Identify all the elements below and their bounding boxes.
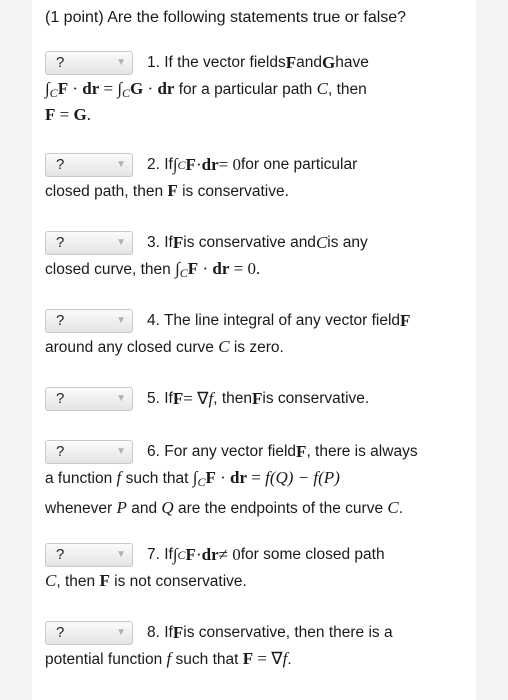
statement-text: ? <box>56 234 65 251</box>
statement-text: F <box>45 105 56 124</box>
statement-text: F <box>99 571 110 590</box>
statement-text: 5. If <box>147 390 173 407</box>
statement-text: 4. The line integral of any vector field <box>147 312 401 329</box>
statement-text: F <box>57 79 69 98</box>
statement-text: ? <box>56 54 65 71</box>
statement-text: such that <box>121 470 193 487</box>
statement-text: , then <box>327 81 367 98</box>
statement-text: around any closed curve <box>45 339 219 356</box>
statement-6 <box>45 439 465 522</box>
statement-text: 7. If <box>147 546 173 563</box>
statement-text: C <box>49 86 58 100</box>
statement-text: F <box>205 468 216 487</box>
chevron-down-icon: ▼ <box>116 549 126 560</box>
statement-text: C <box>45 571 57 590</box>
statement-text: F <box>251 389 263 408</box>
statement-text: = 0. <box>229 259 261 278</box>
statement-text: = <box>247 468 266 487</box>
statement-text: F <box>172 389 184 408</box>
statement-text: = ∇ <box>183 389 209 408</box>
statement-text: C <box>177 548 186 562</box>
statement-text: is conservative and <box>183 234 316 251</box>
statement-text: G <box>73 105 87 124</box>
statement-text: is conservative. <box>262 390 370 407</box>
answer-select-5[interactable] <box>45 387 133 411</box>
answer-select-8[interactable] <box>45 621 133 645</box>
statement-text: ≠ 0 <box>218 545 241 564</box>
statement-text: · <box>68 79 83 98</box>
statement-text: f <box>208 389 214 408</box>
statement-text: C <box>177 158 186 172</box>
statement-text: P <box>116 498 127 517</box>
statement-text: F <box>172 623 184 642</box>
statement-text: F <box>187 259 199 278</box>
statement-text: is conservative, then there is a <box>183 624 393 641</box>
statement-text: G <box>321 53 336 72</box>
chevron-down-icon: ▼ <box>116 446 126 457</box>
statement-text: F <box>242 649 254 668</box>
statement-text: dr <box>201 155 219 174</box>
statement-text: F <box>167 181 178 200</box>
statement-text: for some closed path <box>240 546 385 563</box>
statement-text: . <box>287 651 292 668</box>
statement-5 <box>45 386 465 412</box>
statement-text: . <box>86 105 91 124</box>
statement-text: C <box>387 498 399 517</box>
statement-text: potential function <box>45 651 167 668</box>
statement-text: 2. If <box>147 156 173 173</box>
statement-text: . <box>398 500 404 517</box>
statement-text: ∫ <box>175 259 180 278</box>
statement-text: 3. If <box>147 234 173 251</box>
statement-text: f <box>282 649 288 668</box>
statement-text: F <box>185 155 196 174</box>
statement-text: have <box>335 54 369 71</box>
statement-text: a function <box>45 470 117 487</box>
statement-text: Q <box>161 498 174 517</box>
chevron-down-icon: ▼ <box>116 627 126 638</box>
statement-text: such that <box>171 651 243 668</box>
statement-text: dr <box>157 79 175 98</box>
statement-text: whenever <box>45 500 117 517</box>
statement-text: ? <box>56 390 65 407</box>
statement-text: · <box>195 155 202 174</box>
statement-text: is any <box>327 234 368 251</box>
chevron-down-icon: ▼ <box>116 237 126 248</box>
statement-text: dr <box>212 259 230 278</box>
statement-text: closed curve, then <box>45 261 176 278</box>
statement-text: G <box>130 79 144 98</box>
answer-select-3[interactable] <box>45 231 133 255</box>
statement-8 <box>45 620 465 673</box>
statement-text: f <box>116 468 122 487</box>
answer-select-6[interactable] <box>45 440 133 464</box>
chevron-down-icon: ▼ <box>116 393 126 404</box>
statement-text: C <box>315 233 328 252</box>
statement-text: C <box>218 337 230 356</box>
statement-text: for one particular <box>240 156 358 173</box>
statement-text: F <box>172 233 184 252</box>
statement-text: , there is always <box>306 443 418 460</box>
statement-4 <box>45 308 465 361</box>
statement-text: is zero. <box>229 339 284 356</box>
statement-3 <box>45 230 465 286</box>
statement-text: , then <box>56 573 100 590</box>
statement-text: F <box>185 545 196 564</box>
statement-text: 1. If the vector fields <box>147 54 286 71</box>
statement-7 <box>45 542 465 595</box>
statement-text: F <box>400 311 411 330</box>
statement-text: C <box>197 475 206 489</box>
chevron-down-icon: ▼ <box>116 315 126 326</box>
statement-text: = <box>99 79 118 98</box>
statement-1 <box>45 50 465 125</box>
answer-select-7[interactable] <box>45 543 133 567</box>
statement-text: C <box>316 79 328 98</box>
statement-text: ∫ <box>192 468 198 487</box>
statement-text: F <box>285 53 297 72</box>
statement-text: ∫ <box>172 155 178 174</box>
statement-text: = 0 <box>218 155 241 174</box>
statement-2 <box>45 152 465 205</box>
statement-text: F <box>296 442 307 461</box>
statement-text: · <box>143 79 158 98</box>
chevron-down-icon: ▼ <box>116 159 126 170</box>
statement-text: ∫ <box>117 79 123 98</box>
statement-text: ? <box>56 312 65 329</box>
statement-text: · <box>215 468 231 487</box>
statement-text: f(Q) − f(P) <box>265 468 340 487</box>
statement-text: = <box>55 105 74 124</box>
statement-text: dr <box>201 545 219 564</box>
statement-text: = ∇ <box>253 649 283 668</box>
statement-text: C <box>179 266 188 280</box>
statement-text: ∫ <box>45 79 50 98</box>
statement-text: ? <box>56 624 65 641</box>
statement-text: dr <box>230 468 248 487</box>
statement-text: · <box>195 545 202 564</box>
statement-text: ∫ <box>172 545 178 564</box>
statement-text: are the endpoints of the curve <box>173 500 388 517</box>
statement-text: is conservative. <box>177 183 289 200</box>
statement-text: ? <box>56 156 65 173</box>
answer-select-4[interactable] <box>45 309 133 333</box>
statement-text: for a particular path <box>174 81 317 98</box>
statement-text: C <box>122 86 131 100</box>
answer-select-1[interactable] <box>45 51 133 75</box>
statement-text: , then <box>213 390 252 407</box>
statement-text: closed path, then <box>45 183 168 200</box>
statement-text: · <box>198 259 213 278</box>
statement-text: f <box>166 649 172 668</box>
statement-text: is not conservative. <box>109 573 247 590</box>
statement-text: 6. For any vector field <box>147 443 297 460</box>
statement-text: and <box>126 500 162 517</box>
problem-header: (1 point) Are the following statements true or false? <box>45 9 407 26</box>
statement-text: ? <box>56 443 65 460</box>
statement-text: dr <box>82 79 100 98</box>
statement-text: 8. If <box>147 624 173 641</box>
chevron-down-icon: ▼ <box>116 57 126 68</box>
statement-text: ? <box>56 546 65 563</box>
answer-select-2[interactable] <box>45 153 133 177</box>
statement-text: and <box>296 54 322 71</box>
